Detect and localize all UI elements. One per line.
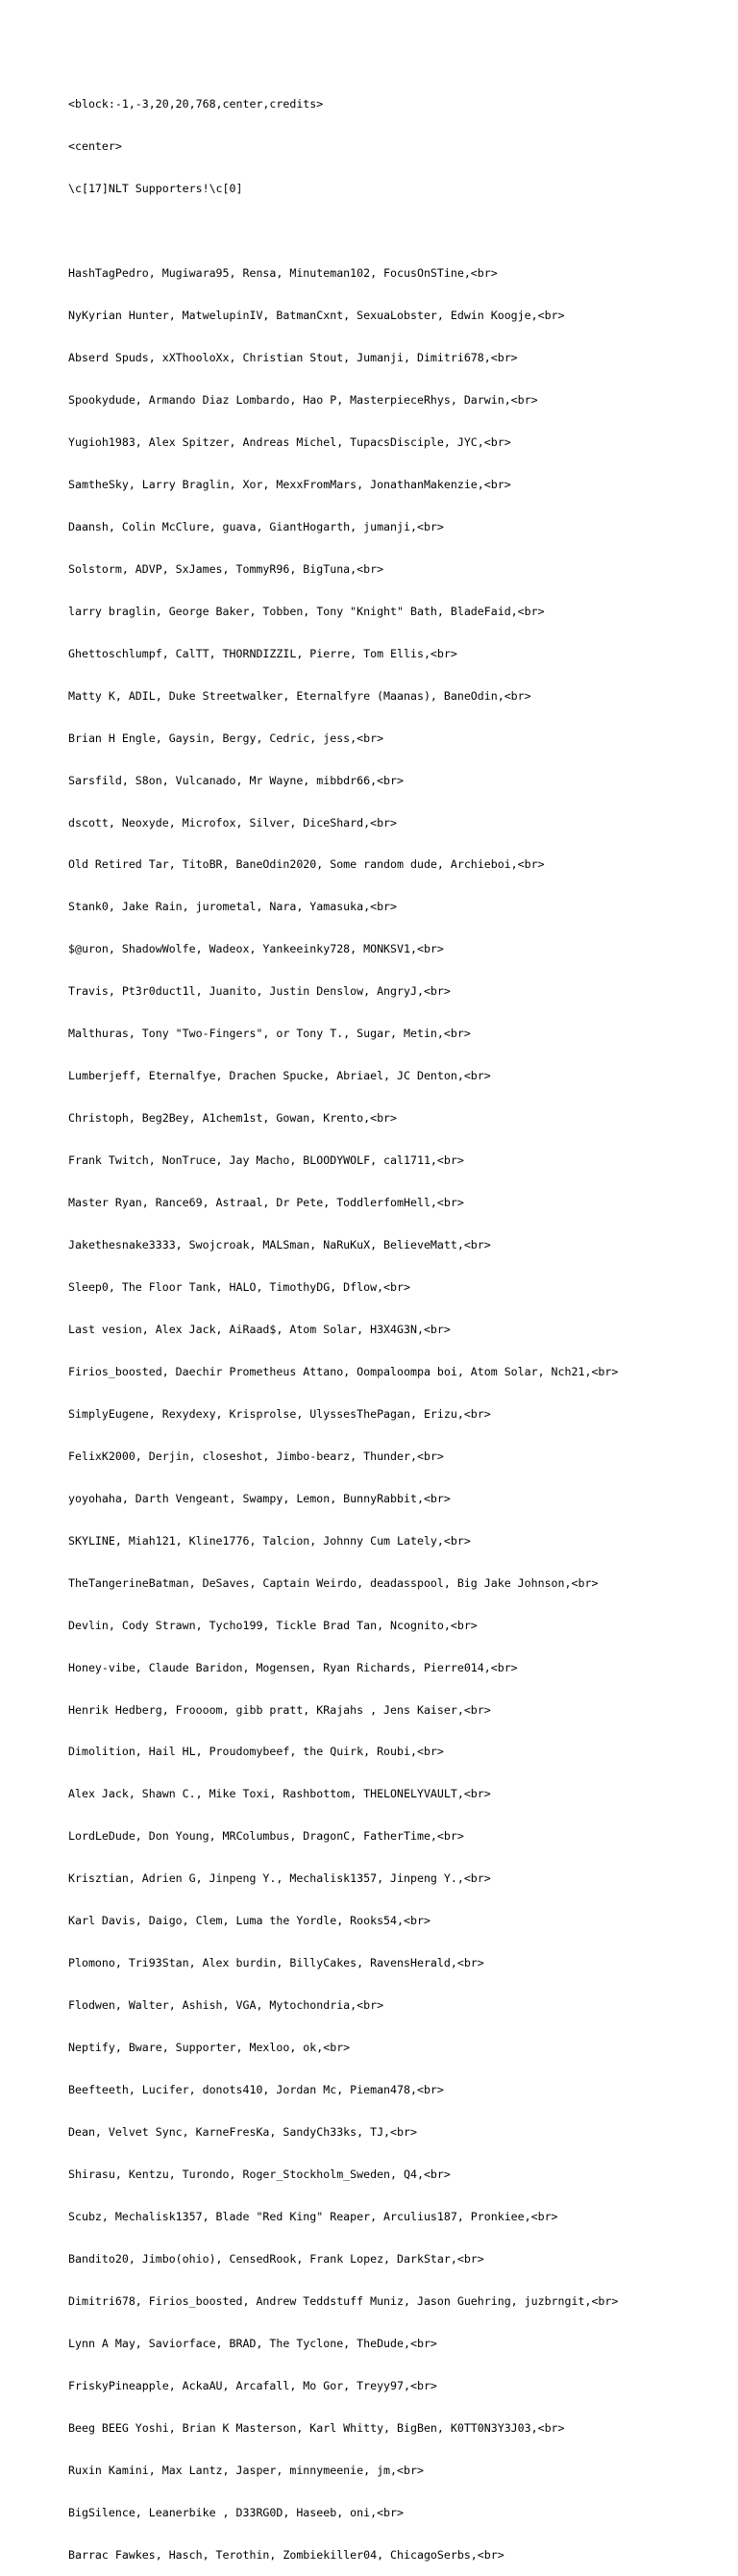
text-line: Christoph, Beg2Bey, A1chem1st, Gowan, Krento,<br> (68, 1111, 398, 1126)
text-line: Barrac Fawkes, Hasch, Terothin, Zombiekiller04, ChicagoSerbs,<br> (68, 2547, 504, 2562)
text-line: <block:-1,-3,20,20,768,center,credits> (68, 97, 324, 111)
text-line: Neptify, Bware, Supporter, Mexloo, ok,<br> (68, 2041, 351, 2055)
text-line: BigSilence, Leanerbike , D33RG0D, Haseeb, oni,<br> (68, 2505, 405, 2519)
credits-document (68, 69, 731, 2576)
text-line: TheTangerineBatman, DeSaves, Captain Weirdo, deadasspool, Big Jake Johnson,<br> (68, 1575, 599, 1590)
text-line: <center> (68, 139, 122, 154)
text-line: Stank0, Jake Rain, jurometal, Nara, Yamasuka,<br> (68, 900, 398, 914)
text-line: Lumberjeff, Eternalfye, Drachen Spucke, Abriael, JC Denton,<br> (68, 1069, 491, 1083)
text-line: Firios_boosted, Daechir Prometheus Attano, Oompaloompa boi, Atom Solar, Nch21,<br> (68, 1364, 619, 1378)
text-line: Scubz, Mechalisk1357, Blade "Red King" Reaper, Arculius187, Pronkiee,<br> (68, 2209, 558, 2223)
text-line: Old Retired Tar, TitoBR, BaneOdin2020, Some random dude, Archieboi,<br> (68, 857, 545, 872)
text-line: Beefteeth, Lucifer, donots410, Jordan Mc, Pieman478,<br> (68, 2083, 444, 2097)
text-line: Plomono, Tri93Stan, Alex burdin, BillyCakes, RavensHerald,<br> (68, 1956, 484, 1970)
text-line: Daansh, Colin McClure, guava, GiantHogarth, jumanji,<br> (68, 519, 444, 533)
text-line: Frank Twitch, NonTruce, Jay Macho, BLOODYWOLF, cal1711,<br> (68, 1153, 464, 1168)
text-line: Travis, Pt3r0duct1l, Juanito, Justin Denslow, AngryJ,<br> (68, 984, 451, 999)
text-line: Last vesion, Alex Jack, AiRaad$, Atom Solar, H3X4G3N,<br> (68, 1322, 451, 1336)
text-line: Henrik Hedberg, Froooom, gibb pratt, KRajahs , Jens Kaiser,<br> (68, 1702, 491, 1717)
text-line: Bandito20, Jimbo(ohio), CensedRook, Frank Lopez, DarkStar,<br> (68, 2251, 484, 2266)
blank-line (68, 224, 731, 238)
text-line: SKYLINE, Miah121, Kline1776, Talcion, Johnny Cum Lately,<br> (68, 1533, 471, 1548)
text-line: Sleep0, The Floor Tank, HALO, TimothyDG, Dflow,<br> (68, 1280, 410, 1294)
text-line: Dimolition, Hail HL, Proudomybeef, the Quirk, Roubi,<br> (68, 1745, 444, 1759)
text-line: larry braglin, George Baker, Tobben, Tony "Knight" Bath, BladeFaid,<br> (68, 604, 545, 618)
text-line: Dean, Velvet Sync, KarneFresKa, SandyCh33ks, TJ,<br> (68, 2125, 417, 2140)
text-line: Honey-vibe, Claude Baridon, Mogensen, Ryan Richards, Pierre014,<br> (68, 1660, 518, 1674)
text-line: Spookydude, Armando Diaz Lombardo, Hao P, MasterpieceRhys, Darwin,<br> (68, 392, 538, 407)
text-line: Brian H Engle, Gaysin, Bergy, Cedric, jess,<br> (68, 731, 384, 745)
text-line: Lynn A May, Saviorface, BRAD, The Tyclone, TheDude,<br> (68, 2336, 437, 2350)
text-line: Jakethesnake3333, Swojcroak, MALSman, NaRuKuX, BelieveMatt,<br> (68, 1238, 491, 1252)
text-line: Beeg BEEG Yoshi, Brian K Masterson, Karl Whitty, BigBen, K0TT0N3Y3J03,<br> (68, 2420, 565, 2435)
text-line: yoyohaha, Darth Vengeant, Swampy, Lemon, BunnyRabbit,<br> (68, 1491, 451, 1505)
text-line: Ruxin Kamini, Max Lantz, Jasper, minnymeenie, jm,<br> (68, 2463, 424, 2477)
text-line: FriskyPineapple, AckaAU, Arcafall, Mo Gor, Treyy97,<br> (68, 2378, 437, 2392)
text-line: Master Ryan, Rance69, Astraal, Dr Pete, ToddlerfomHell,<br> (68, 1196, 464, 1210)
text-line: SamtheSky, Larry Braglin, Xor, MexxFromMars, JonathanMakenzie,<br> (68, 477, 511, 491)
text-line: \c[17]NLT Supporters!\c[0] (68, 182, 243, 196)
text-line: $@uron, ShadowWolfe, Wadeox, Yankeeinky728, MONKSV1,<br> (68, 942, 444, 956)
text-line: Karl Davis, Daigo, Clem, Luma the Yordle, Rooks54,<br> (68, 1914, 430, 1928)
text-line: LordLeDude, Don Young, MRColumbus, DragonC, FatherTime,<br> (68, 1829, 464, 1844)
text-line: SimplyEugene, Rexydexy, Krisprolse, UlyssesThePagan, Erizu,<br> (68, 1406, 491, 1421)
text-line: NyKyrian Hunter, MatwelupinIV, BatmanCxnt, SexuaLobster, Edwin Koogje,<br> (68, 309, 565, 323)
text-line: Sarsfild, S8on, Vulcanado, Mr Wayne, mibbdr66,<br> (68, 773, 405, 787)
text-line: Matty K, ADIL, Duke Streetwalker, Eternalfyre (Maanas), BaneOdin,<br> (68, 688, 531, 703)
text-line: Shirasu, Kentzu, Turondo, Roger_Stockholm_Sweden, Q4,<br> (68, 2167, 451, 2182)
text-line: Malthuras, Tony "Two-Fingers", or Tony T., Sugar, Metin,<br> (68, 1027, 471, 1041)
text-line: HashTagPedro, Mugiwara95, Rensa, Minuteman102, FocusOnSTine,<br> (68, 266, 498, 281)
text-line: Alex Jack, Shawn C., Mike Toxi, Rashbottom, THELONELYVAULT,<br> (68, 1787, 491, 1801)
text-line: Solstorm, ADVP, SxJames, TommyR96, BigTuna,<br> (68, 561, 384, 576)
text-line: Flodwen, Walter, Ashish, VGA, Mytochondria,<br> (68, 1998, 384, 2013)
text-line: FelixK2000, Derjin, closeshot, Jimbo-bearz, Thunder,<br> (68, 1449, 444, 1463)
text-line: Abserd Spuds, xXThooloXx, Christian Stout, Jumanji, Dimitri678,<br> (68, 351, 518, 365)
text-line: dscott, Neoxyde, Microfox, Silver, DiceShard,<br> (68, 815, 398, 830)
text-line: Dimitri678, Firios_boosted, Andrew Teddstuff Muniz, Jason Guehring, juzbrngit,<br> (68, 2293, 619, 2308)
text-line: Ghettoschlumpf, CalTT, THORNDIZZIL, Pierre, Tom Ellis,<br> (68, 646, 457, 660)
text-line: Krisztian, Adrien G, Jinpeng Y., Mechalisk1357, Jinpeng Y.,<br> (68, 1871, 491, 1886)
text-line: Devlin, Cody Strawn, Tycho199, Tickle Brad Tan, Ncognito,<br> (68, 1618, 478, 1632)
text-line: Yugioh1983, Alex Spitzer, Andreas Michel, TupacsDisciple, JYC,<br> (68, 434, 511, 449)
